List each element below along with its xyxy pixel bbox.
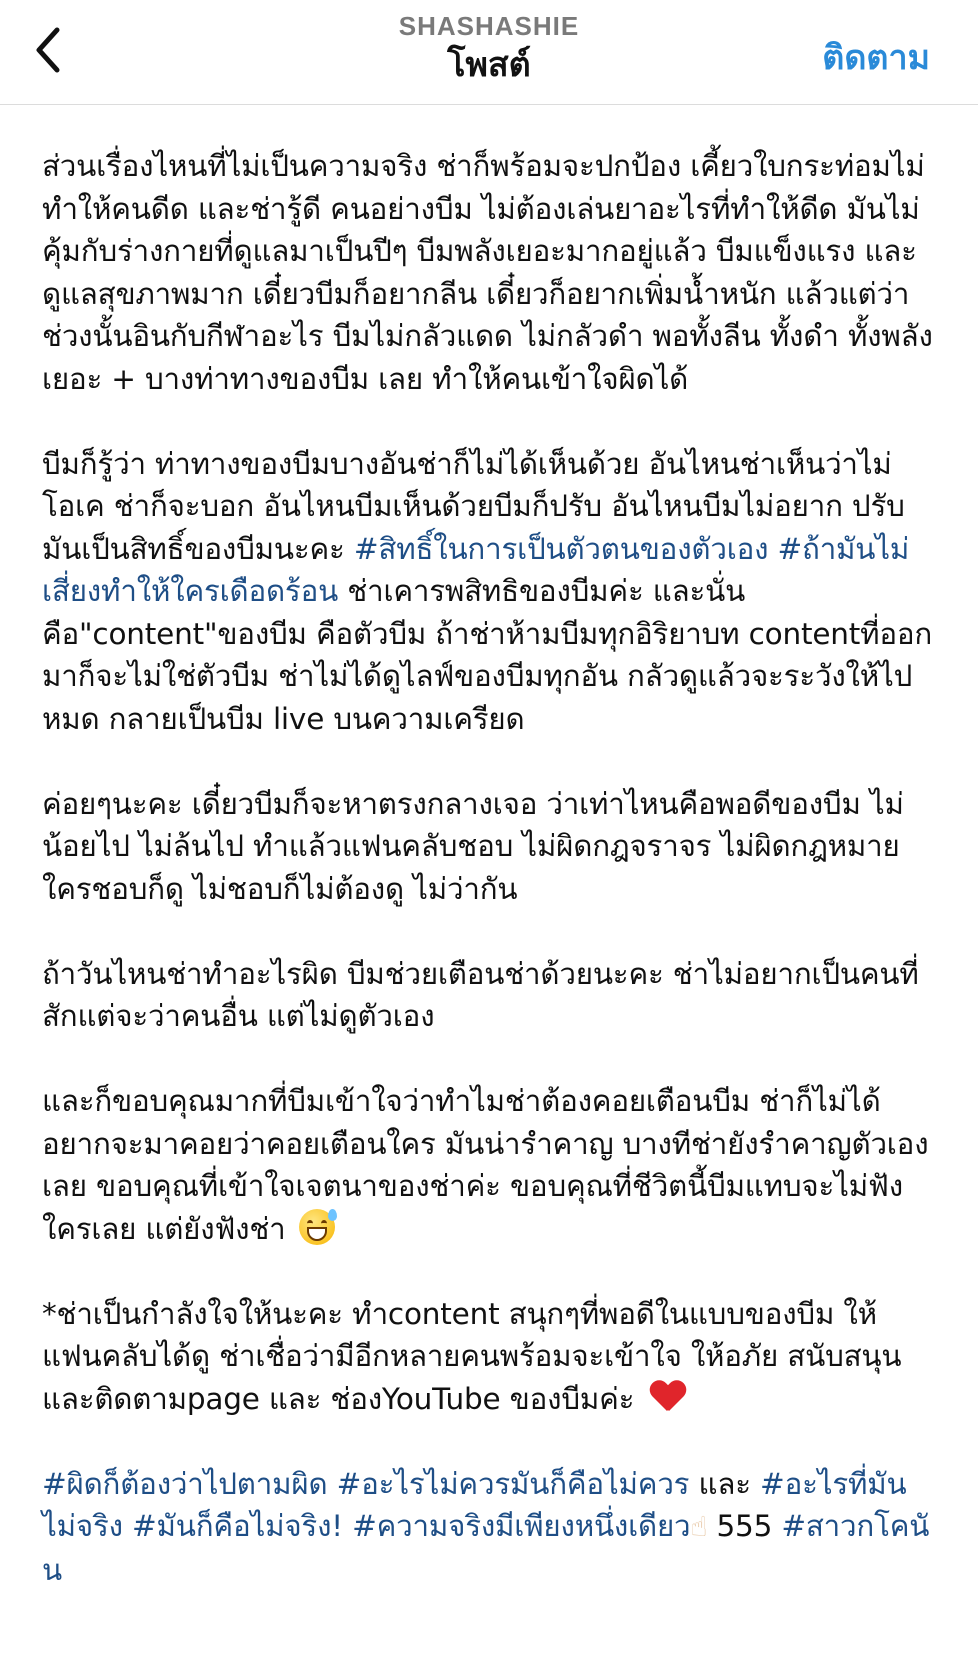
caption-text: บีมก็รู้ว่า ท่าทางของบีมบางอันช่าก็ไม่ได้เห็นด้วย อันไหนช่าเห็นว่าไม่โอเค ช่าก็จะบอก อันไหนบีมเห็นด้วยบีมก็ปรับ อันไหนบีมไม่อยาก ปรับ มันเป็นสิทธิ์ของบีมนะคะ [42, 446, 905, 566]
caption-paragraph-5 [42, 1080, 936, 1250]
caption-paragraph-7 [42, 1463, 936, 1592]
hashtag-link[interactable]: #อะไรที่มันไม่จริง [42, 1466, 907, 1543]
hashtag-link[interactable]: #สาวกโคนัน [42, 1509, 930, 1587]
caption-paragraph-4: ถ้าวันไหนช่าทำอะไรผิด บีมช่วยเตือนช่าด้วยนะคะ ช่าไม่อยากเป็นคนที่ สักแต่จะว่าคนอื่น แต่ไม่ดูตัวเอง [42, 956, 919, 1033]
caption-paragraph-1: ส่วนเรื่องไหนที่ไม่เป็นความจริง ช่าก็พร้อมจะปกป้อง เคี้ยวใบกระท่อมไม่ทำให้คนดีด และช่ารู้ดี คนอย่างบีม ไม่ต้องเล่นยาอะไรที่ทำให้ดีด มันไม่คุ้มกับร่างกายที่ดูแลมาเป็นปีๆ บีมพลังเยอะมากอยู่แล้ว บีมแข็งแรง และดูแลสุขภาพมาก เดี๋ยวบีมก็อยากลีน เดี๋ยวก็อยากเพิ่มน้ำหนัก แล้วแต่ว่าช่วงนั้นอินกับกีฬาอะไร บีมไม่กลัวแดด ไม่กลัวดำ พอทั้งลีน ทั้งดำ ทั้งพลังเยอะ + บางท่าทางของบีม เลย ทำให้คนเข้าใจผิดได้ [42, 149, 933, 396]
page-title: โพสต์ [447, 45, 531, 85]
caption-paragraph-6 [42, 1293, 936, 1421]
caption-text: *ช่าเป็นกำลังใจให้นะคะ ทำcontent สนุกๆที่พอดีในแบบของบีม ให้แฟนคลับได้ดู ช่าเชื่อว่ามีอีกหลายคนพร้อมจะเข้าใจ ให้อภัย สนับสนุนและติดตามpage และ ช่องYouTube ของบีมค่ะ [42, 1296, 902, 1416]
pointing-up-emoji: ☝ [690, 1510, 708, 1543]
hashtag-link[interactable]: #มันก็คือไม่จริง! [132, 1509, 343, 1543]
grinning-sweat-emoji [299, 1209, 335, 1245]
caption-text: และ [689, 1466, 761, 1501]
caption-text: และก็ขอบคุณมากที่บีมเข้าใจว่าทำไมช่าต้องคอยเตือนบีม ช่าก็ไม่ได้อยากจะมาคอยว่าคอยเตือนใคร มันน่ารำคาญ บางทีช่ายังรำคาญตัวเองเลย ขอบคุณที่เข้าใจเจตนาของช่าค่ะ ขอบคุณที่ชีวิตนี้บีมแทบจะไม่ฟังใครเลย แต่ยังฟังช่า [42, 1084, 929, 1246]
caption-text: 555 [707, 1509, 782, 1543]
hashtag-link[interactable]: #สิทธิ์ในการเป็นตัวตนของตัวเอง [353, 531, 769, 566]
red-heart-emoji [650, 1381, 686, 1413]
hashtag-link[interactable]: #ความจริงมีเพียงหนึ่งเดียว [352, 1509, 691, 1543]
username[interactable]: SHASHASHIE [398, 11, 580, 41]
caption-text: ช่าเคารพสิทธิของบีมค่ะ และนั่นคือ"content"ของบีม คือตัวบีม ถ้าช่าห้ามบีมทุกอิริยาบท contentที่ออกมาก็จะไม่ใช่ตัวบีม ช่าไม่ได้ดูไลฟ์ของบีมทุกอัน กลัวดูแล้วจะระวังให้ไปหมด กลายเป็นบีม live บนความเครียด [42, 574, 933, 736]
caption-paragraph-3: ค่อยๆนะคะ เดี๋ยวบีมก็จะหาตรงกลางเจอ ว่าเท่าไหนคือพอดีของบีม ไม่น้อยไป ไม่ล้นไป ทำแล้วแฟนคลับชอบ ไม่ผิดกฎจราจร ไม่ผิดกฎหมาย ใครชอบก็ดู ไม่ชอบก็ไม่ต้องดู ไม่ว่ากัน [42, 786, 904, 906]
hashtag-link[interactable]: #อะไรไม่ควรมันก็คือไม่ควร [336, 1466, 690, 1501]
post-caption [0, 105, 978, 1591]
hashtag-link[interactable]: #ถ้ามันไม่เสี่ยงทำให้ใครเดือดร้อน [42, 531, 910, 608]
top-nav-bar [0, 0, 978, 105]
hashtag-link[interactable]: #ผิดก็ต้องว่าไปตามผิด [42, 1466, 328, 1501]
follow-button[interactable]: ติดตาม [822, 38, 930, 78]
caption-paragraph-2 [42, 443, 936, 741]
